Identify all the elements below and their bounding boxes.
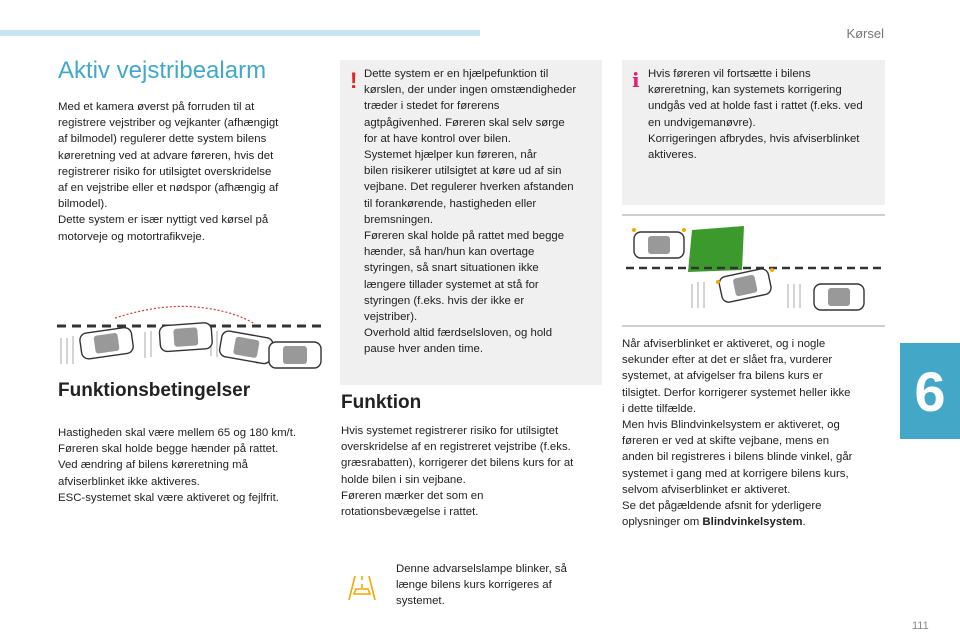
- car-icon: [79, 327, 134, 360]
- info-box: [622, 60, 885, 205]
- warning-icon: !: [350, 68, 358, 93]
- intro-text: Med et kamera øverst på forruden til at registrere vejstriber og vejkanter (afhængigt af bilmodel) regulerer dette system bilens køreretning ved at advare føreren, hvis det registrerer risiko for utilsigtet overskridelse af en vejstribe eller et nødspor (afhængig af bilmodel). Dette system er især nyttigt ved kørsel på motorveje og motortrafikveje.: [58, 101, 279, 243]
- warning-box: [340, 60, 602, 385]
- car-icon: [269, 342, 321, 368]
- chapter-tab: 6: [900, 343, 960, 439]
- info-icon: i: [632, 68, 640, 92]
- divider-bottom: [622, 325, 885, 327]
- car-icon: [634, 232, 684, 258]
- function-text: Hvis systemet registrerer risiko for utilsigtet overskridelse af en registreret vejstribe (f.eks. græsrabatten), korrigerer det bilens kurs for at holde bilen i sin vejbane. Føreren mærker det som en rotationsbevægelse i rattet.: [341, 425, 574, 519]
- divider-top: [622, 214, 885, 216]
- car-icon: [159, 322, 213, 352]
- blind-spot-zone: [688, 226, 744, 272]
- blindspot-text-end: .: [802, 516, 806, 529]
- info-text: Hvis føreren vil fortsætte i bilens køreretning, kan systemets korrigering undgås ved at holde fast i rattet (f.eks. ved en undvigemanøvre). Korrigeringen afbrydes, hvis afviserblinket aktiveres.: [648, 68, 863, 162]
- header-bar: [0, 30, 480, 36]
- blindspot-text-main: Når afviserblinket er aktiveret, og i nogle sekunder efter at det er slået fra, vurderer systemet, at afvigelser fra bilens kurs er tilsigtet. Derfor korrigerer systemet heller ikke i dette tilfælde. Men hvis Blindvinkelsystem er aktiveret, og føreren er ved at skifte vejbane, mens en anden bil registreres i bilens blinde vinkel, går systemet i gang med at korrigere bilens kurs, selvom afviserblinket er aktiveret. Se det pågældende afsnit for yderligere oplysninger om: [622, 338, 853, 529]
- warning-text: Dette system er en hjælpefunktion til kørslen, der under ingen omstændigheder træder i stedet for førerens agtpågivenhed. Føreren skal selv sørge for at have kontrol over bilen. Systemet hjælper kun føreren, når bilen risikerer utilsigtet at køre ud af sin vejbane. Det regulerer hverken afstanden til forankørende, hastigheden eller bremsningen. Føreren skal holde på rattet med begge hænder, så han/hun kan overtage styringen, så snart situationen ikke længere tillader systemet at stå for styringen (f.eks. hvis der ikke er vejstriber). Overhold altid færdselsloven, og hold pause hver anden time.: [364, 68, 577, 356]
- lane-warning-lamp-icon: [345, 572, 379, 602]
- chapter-title: Kørsel: [846, 26, 884, 41]
- conditions-heading: Funktionsbetingelser: [58, 380, 251, 401]
- blindspot-text: [622, 336, 887, 530]
- blind-spot-illustration: [622, 222, 885, 322]
- blindspot-link-term: Blindvinkelsystem: [702, 516, 803, 529]
- function-heading: Funktion: [341, 392, 422, 413]
- page-title: Aktiv vejstribealarm: [58, 57, 267, 84]
- conditions-text: Hastigheden skal være mellem 65 og 180 km/t. Føreren skal holde begge hænder på rattet. Ved ændring af bilens køreretning må afviserblinket ikke aktiveres. ESC-systemet skal være aktiveret og fejlfrit.: [58, 427, 297, 504]
- lane-departure-illustration: [55, 298, 325, 378]
- car-icon: [218, 330, 274, 365]
- car-icon: [814, 284, 864, 310]
- car-icon: [718, 268, 772, 304]
- page-number: 111: [912, 620, 929, 632]
- lamp-text: Denne advarselslampe blinker, så længe bilens kurs korrigeres af systemet.: [396, 563, 567, 608]
- correction-arc: [115, 306, 255, 324]
